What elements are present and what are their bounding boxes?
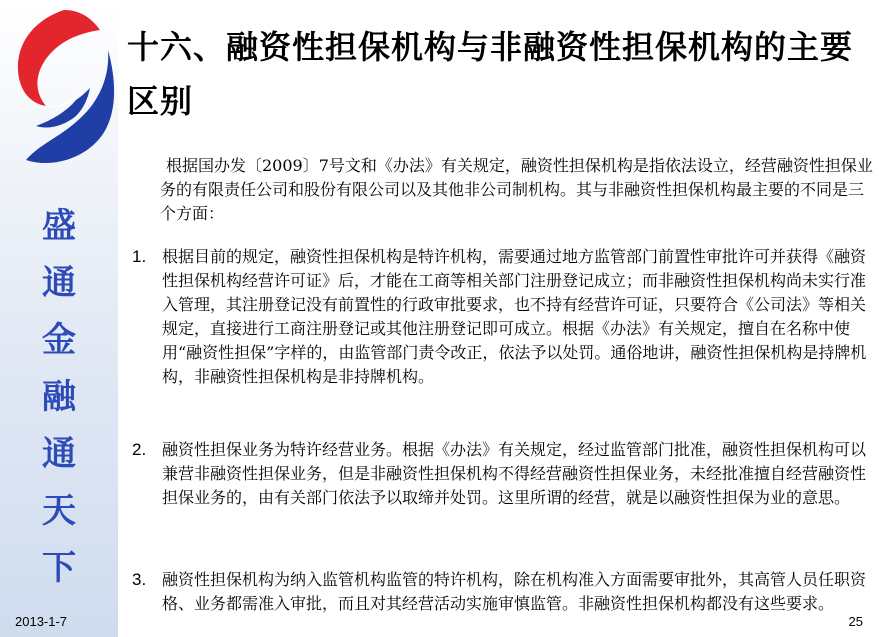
list-item-number: 3. [132,570,147,589]
list-item-number: 1. [132,247,147,266]
list-item [132,438,877,510]
footer-date: 2013-1-7 [15,614,68,629]
list-item-number: 2. [132,440,147,459]
slogan-char: 通 [42,263,76,303]
slogan-char: 金 [42,320,76,360]
list-item-text: 融资性担保机构为纳入监管机构监管的特许机构，除在机构准入方面需要审批外，其高管人员任职资格、业务都需准入审批，而且对其经营活动实施审慎监管。非融资性担保机构都没有这些要求。 [162,570,867,613]
list-item-text: 融资性担保业务为特许经营业务。根据《办法》有关规定，经过监管部门批准，融资性担保机构可以兼营非融资性担保业务，但是非融资性担保机构不得经营融资性担保业务，未经批准擅自经营融资性担保业务的，由有关部门依法予以取缔并处罚。这里所谓的经营，就是以融资性担保为业的意思。 [162,440,867,507]
slogan-char: 天 [42,491,76,531]
page-number: 25 [848,614,863,629]
slogan-char: 盛 [42,206,76,246]
slogan-char: 融 [42,377,76,417]
slogan-char: 通 [42,434,76,474]
slide-title: 十六、融资性担保机构与非融资性担保机构的主要区别 [127,28,854,120]
list-item [132,245,877,389]
list-item-text: 根据目前的规定，融资性担保机构是特许机构，需要通过地方监管部门前置性审批许可并获得《融资性担保机构经营许可证》后，才能在工商等相关部门注册登记成立；而非融资性担保机构尚未实行准入管理，其注册登记没有前置性的行政审批要求，也不持有经营许可证，只要符合《公司法》等相关规定，直接进行工商注册登记或其他注册登记即可成立。根据《办法》有关规定，擅自在名称中使用“融资性担保”字样的，由监管部门责令改正，依法予以处罚。通俗地讲，融资性担保机构是持牌机构，非融资性担保机构是非持牌机构。 [162,247,867,386]
vertical-slogan [0,198,118,597]
company-logo-icon [6,4,116,174]
intro-paragraph: 根据国办发〔2009〕7号文和《办法》有关规定，融资性担保机构是指依法设立，经营融资性担保业务的有限责任公司和股份有限公司以及其他非公司制机构。其与非融资性担保机构最主要的不同是三个方面： [160,156,873,223]
sidebar [0,0,118,637]
list-item [132,568,877,616]
slogan-char: 下 [42,548,76,588]
